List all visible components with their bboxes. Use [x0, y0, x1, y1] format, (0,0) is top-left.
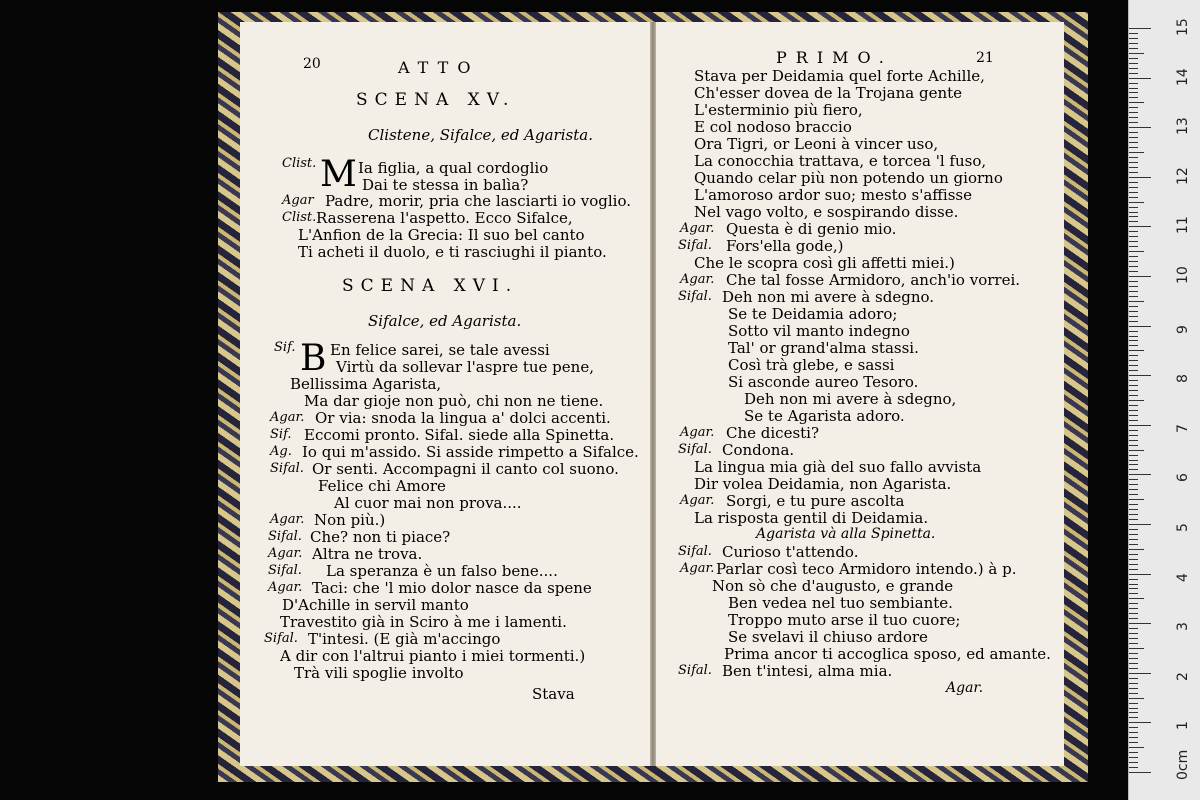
text-line: Ti acheti il duolo, e ti rasciughi il pianto. [298, 243, 607, 261]
ruler-tick [1129, 708, 1138, 709]
text-line: Che? non ti piace? [310, 528, 451, 546]
ruler-tick [1129, 355, 1138, 356]
scene-characters-xvi: Sifalce, ed Agarista. [368, 312, 522, 330]
ruler-tick [1129, 638, 1138, 639]
text-line: Questa è di genio mio. [726, 220, 897, 238]
ruler-tick [1129, 321, 1138, 322]
text-line: Ia figlia, a qual cordoglio [358, 159, 549, 177]
text-line: Eccomi pronto. Sifal. siede alla Spinetta. [304, 426, 615, 444]
ruler-tick [1129, 291, 1138, 292]
ruler-tick [1129, 43, 1138, 44]
ruler-tick [1129, 519, 1138, 520]
ruler-label: 1 [1175, 721, 1191, 731]
ruler-tick [1129, 266, 1138, 267]
ruler-tick [1129, 177, 1151, 178]
ruler-tick [1129, 33, 1138, 34]
ruler-tick [1129, 732, 1138, 733]
speaker-label: Sifal. [270, 461, 304, 476]
ruler-tick [1129, 38, 1138, 39]
text-line: Al cuor mai non prova.... [334, 494, 522, 512]
speaker-label: Sifal. [678, 663, 712, 678]
ruler-tick [1129, 693, 1138, 694]
ruler-tick [1129, 415, 1138, 416]
speaker-label: Agar. [268, 580, 303, 595]
ruler-tick [1129, 579, 1138, 580]
ruler-tick [1129, 559, 1138, 560]
text-line: Troppo muto arse il tuo cuore; [728, 611, 961, 629]
speaker-label: Ag. [270, 444, 292, 459]
text-line: Così trà glebe, e sassi [728, 356, 895, 374]
ruler-tick [1129, 360, 1138, 361]
ruler-label: 5 [1175, 523, 1191, 532]
ruler-tick [1129, 326, 1151, 327]
speaker-label: Sifal. [268, 529, 302, 544]
ruler-tick [1129, 499, 1144, 500]
ruler-tick [1129, 569, 1138, 570]
ruler-tick [1129, 737, 1138, 738]
ruler-tick [1129, 752, 1138, 753]
ruler-tick [1129, 514, 1138, 515]
ruler-tick [1129, 405, 1138, 406]
speaker-label: Sifal. [678, 544, 712, 559]
catchword-right: Agar. [946, 680, 984, 696]
text-line: Dir volea Deidamia, non Agarista. [694, 475, 952, 493]
text-line: Bellissima Agarista, [290, 375, 442, 393]
ruler-label: 6 [1175, 473, 1191, 483]
ruler-tick [1129, 182, 1138, 183]
ruler-tick [1129, 221, 1138, 222]
text-line: Ma dar gioje non può, chi non ne tiene. [304, 392, 604, 410]
ruler-tick [1129, 58, 1138, 59]
ruler-tick [1129, 673, 1151, 674]
ruler-tick [1129, 68, 1138, 69]
ruler-tick [1129, 83, 1138, 84]
ruler-tick [1129, 202, 1144, 203]
ruler-label: 10 [1175, 266, 1191, 284]
ruler-tick [1129, 157, 1138, 158]
scene-title-xv: SCENA XV. [356, 90, 516, 110]
ruler-tick [1129, 574, 1151, 575]
ruler-tick [1129, 132, 1138, 133]
scene-characters-xv: Clistene, Sifalce, ed Agarista. [368, 126, 593, 144]
ruler-tick [1129, 281, 1138, 282]
scene-title-xvi: SCENA XVI. [342, 276, 519, 296]
ruler-tick [1129, 236, 1138, 237]
ruler-tick [1129, 747, 1144, 748]
text-line: La lingua mia già del suo fallo avvista [694, 458, 982, 476]
ruler-tick [1129, 207, 1138, 208]
text-line: Prima ancor ti accoglica sposo, ed amante. [724, 645, 1051, 663]
text-line: Sotto vil manto indegno [728, 322, 910, 340]
ruler-tick [1129, 668, 1138, 669]
ruler-tick [1129, 102, 1144, 103]
ruler-tick [1129, 544, 1138, 545]
text-line: Io qui m'assido. Si asside rimpetto a Sifalce. [302, 443, 639, 461]
ruler-tick [1129, 226, 1151, 227]
ruler-tick [1129, 400, 1144, 401]
ruler-tick [1129, 162, 1138, 163]
ruler-tick [1129, 618, 1138, 619]
text-line: Or senti. Accompagni il canto col suono. [312, 460, 619, 478]
speaker-label: Agar. [680, 493, 715, 508]
text-line: Virtù da sollevar l'aspre tue pene, [336, 358, 594, 376]
text-line: Non più.) [314, 511, 386, 529]
ruler-tick [1129, 187, 1138, 188]
text-line: Curioso t'attendo. [722, 543, 859, 561]
ruler-tick [1129, 212, 1138, 213]
text-line: Stava per Deidamia quel forte Achille, [694, 67, 985, 85]
ruler-tick [1129, 107, 1138, 108]
ruler-tick [1129, 608, 1138, 609]
ruler-tick [1129, 316, 1138, 317]
text-line: Tal' or grand'alma stassi. [728, 339, 919, 357]
ruler-tick [1129, 425, 1151, 426]
ruler-tick [1129, 147, 1138, 148]
text-line: Ora Tigri, or Leoni à vincer uso, [694, 135, 939, 153]
text-line: Che tal fosse Armidoro, anch'io vorrei. [726, 271, 1021, 289]
speaker-label: Sifal. [678, 442, 712, 457]
drop-cap-m: M [320, 154, 357, 195]
ruler-tick [1129, 385, 1138, 386]
speaker-label: Agar. [270, 512, 305, 527]
ruler-tick [1129, 152, 1144, 153]
ruler-tick [1129, 717, 1138, 718]
speaker-label: Agar. [268, 546, 303, 561]
ruler-tick [1129, 663, 1138, 664]
ruler-tick [1129, 479, 1138, 480]
text-line: D'Achille in servil manto [282, 596, 469, 614]
text-line: Nel vago volto, e sospirando disse. [694, 203, 959, 221]
ruler-tick [1129, 241, 1138, 242]
running-header-right: PRIMO. [776, 48, 893, 67]
ruler-tick [1129, 296, 1138, 297]
ruler-tick [1129, 474, 1151, 475]
ruler-tick [1129, 613, 1138, 614]
ruler-tick [1129, 450, 1144, 451]
ruler-tick [1129, 762, 1138, 763]
ruler-tick [1129, 539, 1138, 540]
ruler-tick [1129, 678, 1138, 679]
ruler-label: 9 [1175, 324, 1191, 334]
ruler-label: 15 [1175, 18, 1191, 36]
ruler-tick [1129, 430, 1138, 431]
text-line: Travestito già in Sciro à me i lamenti. [280, 613, 567, 631]
text-line: Ch'esser dovea de la Trojana gente [694, 84, 963, 102]
text-line: Trà vili spoglie involto [294, 664, 464, 682]
ruler-tick [1129, 336, 1138, 337]
ruler-tick [1129, 350, 1144, 351]
text-line: La risposta gentil di Deidamia. [694, 509, 929, 527]
speaker-label: Agar. [270, 410, 305, 425]
text-line: Quando celar più non potendo un giorno [694, 169, 1003, 187]
text-line: Se te Deidamia adoro; [728, 305, 898, 323]
ruler-label: 11 [1175, 216, 1191, 235]
ruler-tick [1129, 375, 1151, 376]
ruler-tick [1129, 742, 1138, 743]
ruler-tick [1129, 197, 1138, 198]
ruler-tick [1129, 469, 1138, 470]
speaker-label: Clist. [282, 210, 317, 225]
text-line: Or via: snoda la lingua a' dolci accenti. [315, 409, 611, 427]
stage-direction: Agarista và alla Spinetta. [756, 526, 936, 542]
text-line: L'Anfion de la Grecia: Il suo bel canto [298, 226, 585, 244]
speaker-label: Agar. [680, 425, 715, 440]
speaker-label: Sifal. [264, 631, 298, 646]
text-line: La speranza è un falso bene.... [326, 562, 558, 580]
ruler-tick [1129, 261, 1138, 262]
ruler-tick [1129, 286, 1138, 287]
ruler-tick [1129, 698, 1144, 699]
ruler-tick [1129, 73, 1138, 74]
ruler-tick [1129, 653, 1138, 654]
speaker-label: Agar. [680, 221, 715, 236]
ruler-tick [1129, 390, 1138, 391]
ruler-tick [1129, 172, 1138, 173]
ruler-tick [1129, 216, 1138, 217]
ruler-tick [1129, 88, 1138, 89]
text-line: Altra ne trova. [312, 545, 423, 563]
ruler-label: 8 [1175, 374, 1191, 384]
speaker-label: Sifal. [268, 563, 302, 578]
text-line: Rasserena l'aspetto. Ecco Sifalce, [316, 209, 573, 227]
ruler-tick [1129, 643, 1138, 644]
speaker-label: Clist. [282, 156, 317, 171]
text-line: La conocchia trattava, e torcea 'l fuso, [694, 152, 987, 170]
ruler-tick [1129, 648, 1144, 649]
ruler-tick [1129, 28, 1151, 29]
ruler-tick [1129, 276, 1151, 277]
text-line: Fors'ella gode,) [726, 237, 844, 255]
speaker-label: Sif. [274, 340, 296, 355]
ruler-tick [1129, 534, 1138, 535]
ruler-tick [1129, 53, 1144, 54]
text-line: Parlar così teco Armidoro intendo.) à p. [716, 560, 1017, 578]
speaker-label: Agar. [680, 561, 715, 576]
text-line: Che le scopra così gli affetti miei.) [694, 254, 955, 272]
ruler-tick [1129, 92, 1138, 93]
ruler-tick [1129, 722, 1151, 723]
text-line: Dai te stessa in balìa? [362, 176, 529, 194]
ruler-tick [1129, 395, 1138, 396]
catchword-left: Stava [532, 685, 575, 703]
ruler-tick [1129, 301, 1144, 302]
ruler-tick [1129, 688, 1138, 689]
text-line: Ben t'intesi, alma mia. [722, 662, 893, 680]
ruler-tick [1129, 246, 1138, 247]
ruler-tick [1129, 331, 1138, 332]
ruler-tick [1129, 192, 1138, 193]
ruler-tick [1129, 97, 1138, 98]
ruler-tick [1129, 63, 1138, 64]
ruler-tick [1129, 509, 1138, 510]
speaker-label: Agar [282, 193, 314, 208]
ruler-tick [1129, 345, 1138, 346]
ruler-tick [1129, 78, 1151, 79]
text-line: Deh non mi avere à sdegno, [744, 390, 957, 408]
ruler-tick [1129, 48, 1138, 49]
ruler-label: 3 [1175, 622, 1191, 632]
ruler-tick [1129, 311, 1138, 312]
ruler-tick [1129, 549, 1144, 550]
text-line: Che dicesti? [726, 424, 820, 442]
ruler-tick [1129, 529, 1138, 530]
ruler-tick [1129, 603, 1138, 604]
ruler-tick [1129, 554, 1138, 555]
ruler-tick [1129, 455, 1138, 456]
ruler-label: 7 [1175, 423, 1191, 433]
ruler-label: 13 [1175, 117, 1191, 136]
text-line: Taci: che 'l mio dolor nasce da spene [312, 579, 592, 597]
ruler-tick [1129, 306, 1138, 307]
ruler-tick [1129, 365, 1138, 366]
ruler-tick [1129, 440, 1138, 441]
ruler-label: 2 [1175, 671, 1191, 681]
text-line: Se svelavi il chiuso ardore [728, 628, 928, 646]
page-number-left: 20 [303, 56, 321, 72]
book-gutter [650, 22, 656, 766]
ruler-tick [1129, 628, 1138, 629]
text-line: Sorgi, e tu pure ascolta [726, 492, 905, 510]
ruler-label: 4 [1175, 572, 1191, 582]
ruler-tick [1129, 588, 1138, 589]
ruler-label: 14 [1175, 67, 1191, 86]
ruler-label: 0cm [1175, 749, 1191, 780]
ruler-tick [1129, 464, 1138, 465]
ruler-tick [1129, 484, 1138, 485]
text-line: Deh non mi avere à sdegno. [722, 288, 935, 306]
ruler-tick [1129, 271, 1138, 272]
text-line: Se te Agarista adoro. [744, 407, 905, 425]
ruler-tick [1129, 251, 1144, 252]
running-header-left: ATTO [398, 58, 480, 77]
ruler-tick [1129, 767, 1138, 768]
ruler-tick [1129, 489, 1138, 490]
ruler-tick [1129, 598, 1144, 599]
drop-cap-b: B [300, 338, 327, 379]
ruler-tick [1129, 703, 1138, 704]
ruler-label: 12 [1175, 166, 1191, 185]
ruler-tick [1129, 340, 1138, 341]
ruler-tick [1129, 117, 1138, 118]
ruler-tick [1129, 127, 1151, 128]
text-line: Padre, morir, pria che lasciarti io voglio. [325, 192, 631, 210]
ruler-tick [1129, 683, 1138, 684]
ruler-tick [1129, 712, 1138, 713]
text-line: L'amoroso ardor suo; mesto s'affisse [694, 186, 972, 204]
ruler-tick [1129, 658, 1138, 659]
text-line: L'esterminio più fiero, [694, 101, 863, 119]
measurement-ruler [1128, 0, 1200, 800]
ruler-tick [1129, 380, 1138, 381]
text-line: Ben vedea nel tuo sembiante. [728, 594, 953, 612]
text-line: Si asconde aureo Tesoro. [728, 373, 919, 391]
ruler-tick [1129, 593, 1138, 594]
text-line: Condona. [722, 441, 795, 459]
ruler-tick [1129, 460, 1138, 461]
page-number-right: 21 [976, 50, 994, 66]
ruler-tick [1129, 167, 1138, 168]
ruler-tick [1129, 435, 1138, 436]
ruler-tick [1129, 584, 1138, 585]
ruler-tick [1129, 122, 1138, 123]
ruler-tick [1129, 564, 1138, 565]
speaker-label: Agar. [680, 272, 715, 287]
ruler-tick [1129, 727, 1138, 728]
ruler-tick [1129, 633, 1138, 634]
text-line: Felice chi Amore [318, 477, 446, 495]
ruler-tick [1129, 772, 1151, 773]
text-line: E col nodoso braccio [694, 118, 852, 136]
ruler-tick [1129, 504, 1138, 505]
text-line: Non sò che d'augusto, e grande [712, 577, 954, 595]
ruler-tick [1129, 420, 1138, 421]
text-line: T'intesi. (E già m'accingo [308, 630, 501, 648]
speaker-label: Sifal. [678, 238, 712, 253]
ruler-tick [1129, 445, 1138, 446]
ruler-tick [1129, 524, 1151, 525]
ruler-tick [1129, 370, 1138, 371]
speaker-label: Sifal. [678, 289, 712, 304]
ruler-tick [1129, 231, 1138, 232]
speaker-label: Sif. [270, 427, 292, 442]
text-line: A dir con l'altrui pianto i miei tormenti.) [280, 647, 586, 665]
text-line: En felice sarei, se tale avessi [330, 341, 550, 359]
ruler-tick [1129, 494, 1138, 495]
ruler-tick [1129, 623, 1151, 624]
ruler-tick [1129, 256, 1138, 257]
ruler-tick [1129, 142, 1138, 143]
ruler-tick [1129, 112, 1138, 113]
ruler-tick [1129, 757, 1138, 758]
ruler-tick [1129, 137, 1138, 138]
ruler-tick [1129, 410, 1138, 411]
